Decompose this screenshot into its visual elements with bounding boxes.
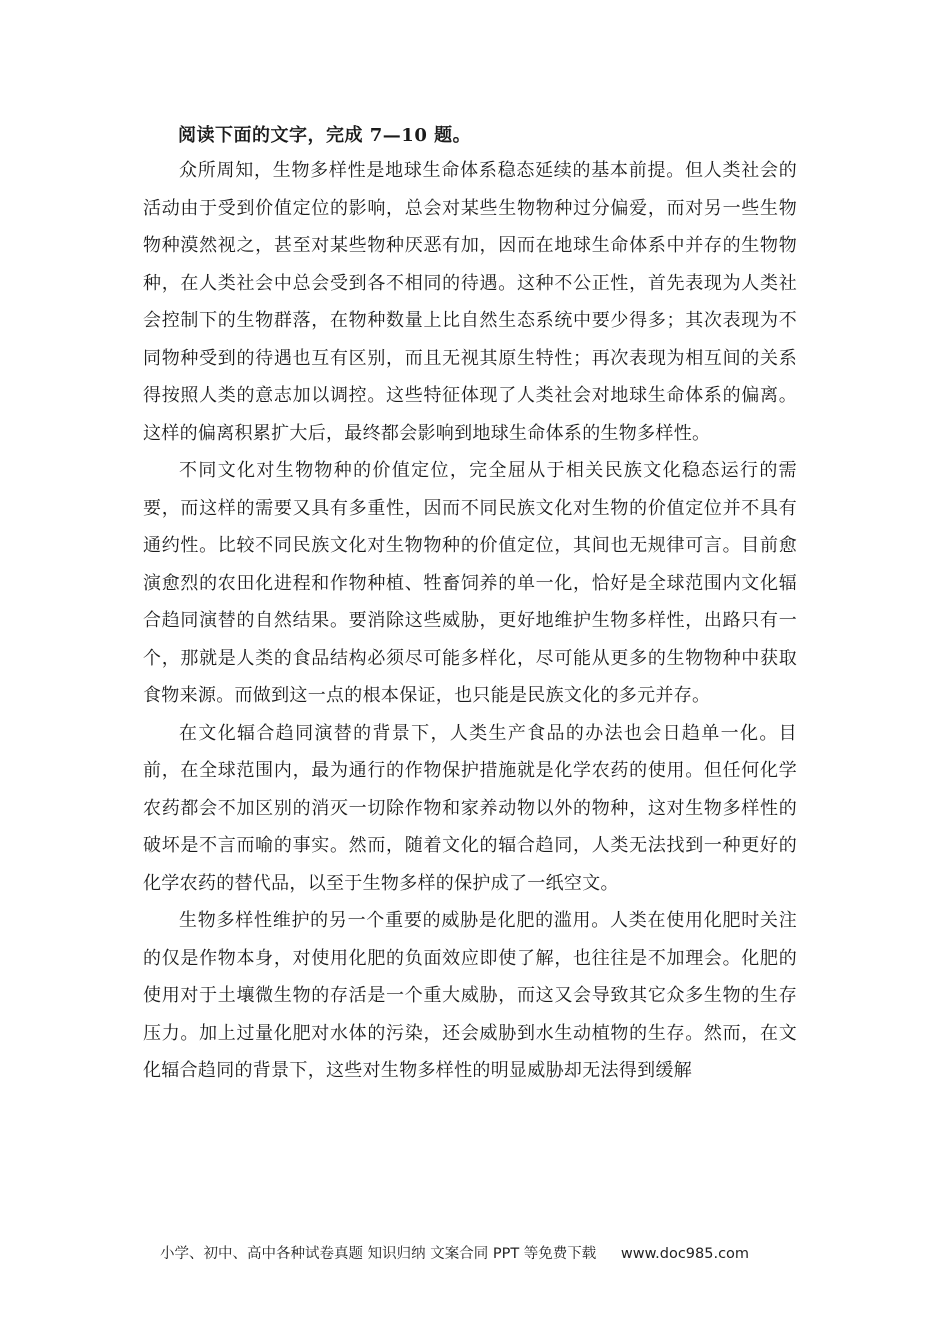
page-footer bbox=[160, 1242, 800, 1266]
paragraph-1: 众所周知，生物多样性是地球生命体系稳态延续的基本前提。但人类社会的活动由于受到价值定位的影响，总会对某些生物物种过分偏爱，而对另一些生物物种漠然视之，甚至对某些物种厌恶有加，因而在地球生命体系中并存的生物物种，在人类社会中总会受到各不相同的待遇。这种不公正性，首先表现为人类社会控制下的生物群落，在物种数量上比自然生态系统中要少得多；其次表现为不同物种受到的待遇也互有区别，而且无视其原生特性；再次表现为相互间的关系得按照人类的意志加以调控。这些特征体现了人类社会对地球生命体系的偏离。这样的偏离积累扩大后，最终都会影响到地球生命体系的生物多样性。 bbox=[143, 160, 797, 444]
reading-instruction-heading: 阅读下面的文字，完成 7—10 题。 bbox=[178, 125, 472, 146]
footer-promo-text: 小学、初中、高中各种试卷真题 知识归纳 文案合同 PPT 等免费下载 bbox=[160, 1246, 597, 1262]
paragraph-2: 不同文化对生物物种的价值定位，完全屈从于相关民族文化稳态运行的需要，而这样的需要又具有多重性，因而不同民族文化对生物的价值定位并不具有通约性。比较不同民族文化对生物物种的价值定位，其间也无规律可言。目前愈演愈烈的农田化进程和作物种植、牲畜饲养的单一化，恰好是全球范围内文化辐合趋同演替的自然结果。要消除这些威胁，更好地维护生物多样性，出路只有一个，那就是人类的食品结构必须尽可能多样化，尽可能从更多的生物物种中获取食物来源。而做到这一点的根本保证，也只能是民族文化的多元并存。 bbox=[143, 460, 797, 706]
document-body bbox=[143, 119, 797, 1090]
footer-site-link[interactable]: www.doc985.com bbox=[620, 1246, 750, 1262]
paragraph-3: 在文化辐合趋同演替的背景下，人类生产食品的办法也会日趋单一化。目前，在全球范围内，最为通行的作物保护措施就是化学农药的使用。但任何化学农药都会不加区别的消灭一切除作物和家养动物以外的物种，这对生物多样性的破坏是不言而喻的事实。然而，随着文化的辐合趋同，人类无法找到一种更好的化学农药的替代品，以至于生物多样的保护成了一纸空文。 bbox=[143, 722, 797, 894]
paragraph-4: 生物多样性维护的另一个重要的威胁是化肥的滥用。人类在使用化肥时关注的仅是作物本身，对使用化肥的负面效应即使了解，也往往是不加理会。化肥的使用对于土壤微生物的存活是一个重大威胁，而这又会导致其它众多生物的生存压力。加上过量化肥对水体的污染，还会威胁到水生动植物的生存。然而，在文化辐合趋同的背景下，这些对生物多样性的明显威胁却无法得到缓解 bbox=[143, 910, 797, 1081]
